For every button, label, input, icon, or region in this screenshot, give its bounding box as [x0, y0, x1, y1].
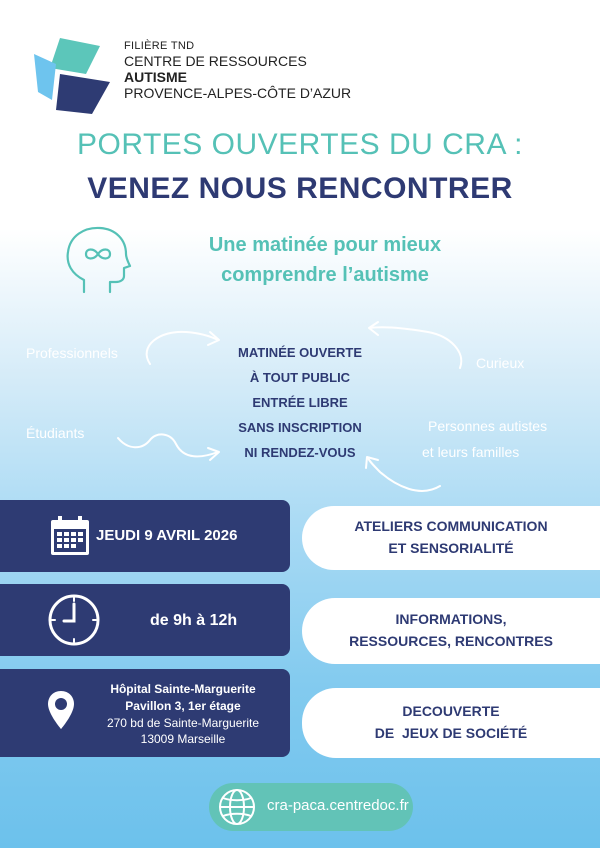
- address-line-1: Hôpital Sainte-Marguerite: [110, 682, 256, 696]
- event-time: de 9h à 12h: [150, 612, 238, 629]
- center-line-5: NI RENDEZ-VOUS: [244, 445, 356, 461]
- address-line-2: Pavillon 3, 1er étage: [125, 698, 241, 713]
- open-morning-info: [190, 340, 410, 465]
- cra-logo: [30, 34, 114, 118]
- date-panel: [0, 500, 290, 572]
- audience-autistic-line-1: Personnes autistes: [428, 418, 548, 434]
- center-line-4: SANS INSCRIPTION: [238, 420, 362, 436]
- activity-information: [302, 598, 600, 664]
- audience-students: Étudiants: [26, 425, 85, 441]
- activity-3-line-2: DE JEUX DE SOCIÉTÉ: [374, 725, 528, 741]
- head-infinity-icon: [62, 224, 132, 296]
- center-line-1: MATINÉE OUVERTE: [238, 345, 362, 360]
- tagline: [150, 230, 500, 290]
- activity-3-line-1: DECOUVERTE: [402, 703, 500, 720]
- organisation-name: [124, 40, 351, 101]
- org-line-4: PROVENCE-ALPES-CÔTE D’AZUR: [124, 84, 352, 101]
- audience-autistic-line-2: et leurs familles: [422, 444, 520, 460]
- center-line-2: À TOUT PUBLIC: [249, 370, 351, 386]
- event-address: [78, 681, 288, 748]
- org-line-1: FILIÈRE TND: [124, 40, 195, 52]
- page-title-line-1: PORTES OUVERTES DU CRA :: [77, 128, 523, 161]
- page-title-line-2: VENEZ NOUS RENCONTRER: [87, 172, 513, 205]
- org-line-2: CENTRE DE RESSOURCES: [124, 52, 307, 69]
- website-url[interactable]: cra-paca.centredoc.fr: [267, 797, 409, 814]
- website-link[interactable]: [209, 783, 413, 831]
- activity-2-line-2: RESSOURCES, RENCONTRES: [349, 633, 553, 649]
- address-line-3: 270 bd de Sainte-Marguerite: [106, 715, 260, 730]
- tagline-line-1: Une matinée pour mieux: [208, 234, 442, 256]
- calendar-icon: [48, 514, 92, 558]
- audience-professionals: Professionnels: [26, 345, 118, 361]
- time-panel: [0, 584, 290, 656]
- location-pin-icon: [46, 689, 76, 731]
- activity-1-line-1: ATELIERS COMMUNICATION: [354, 518, 548, 535]
- tagline-line-2: comprendre l’autisme: [221, 264, 429, 286]
- activity-communication: [302, 506, 600, 570]
- activity-1-line-2: ET SENSORIALITÉ: [388, 540, 514, 556]
- audience-curious: Curieux: [476, 355, 525, 371]
- event-date: JEUDI 9 AVRIL 2026: [96, 527, 238, 544]
- clock-icon: [46, 592, 102, 648]
- center-line-3: ENTRÉE LIBRE: [252, 395, 348, 411]
- address-line-4: 13009 Marseille: [140, 732, 226, 747]
- location-panel: [0, 669, 290, 757]
- org-line-3: AUTISME: [124, 68, 187, 85]
- activity-board-games: [302, 688, 600, 758]
- globe-icon: [217, 787, 257, 827]
- activity-2-line-1: INFORMATIONS,: [395, 611, 507, 628]
